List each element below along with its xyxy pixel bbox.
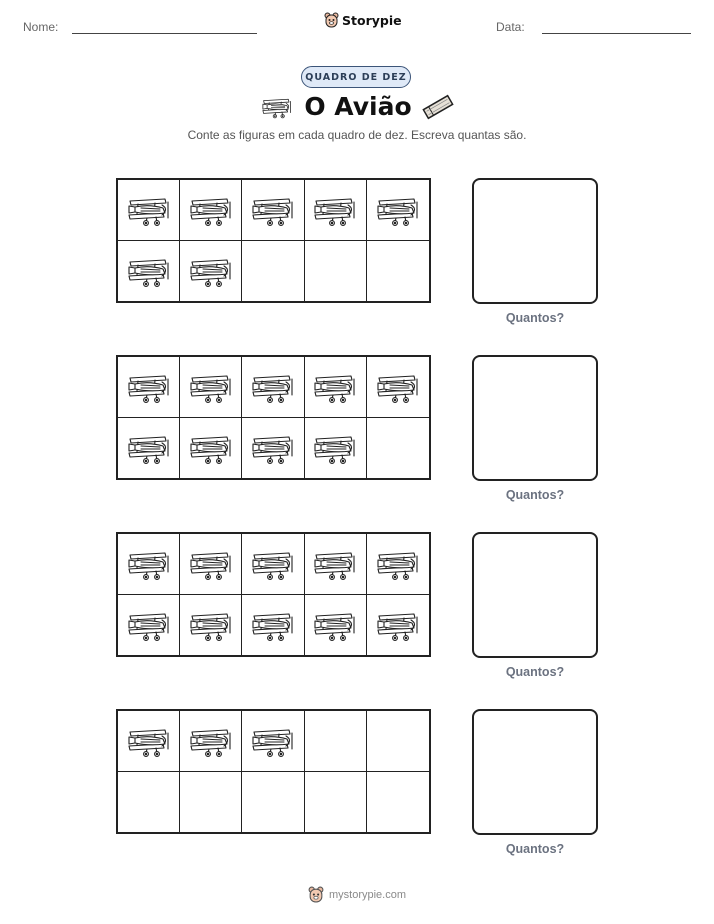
airplane-icon — [127, 254, 171, 288]
ten-frame-cell — [180, 357, 242, 418]
bear-icon — [308, 886, 324, 903]
ten-frame-cell — [118, 595, 180, 656]
airplane-icon — [189, 724, 233, 758]
ten-frame-cell — [305, 241, 367, 302]
ten-frame-cell — [118, 357, 180, 418]
name-label: Nome: — [23, 20, 59, 34]
ten-frame-cell — [180, 595, 242, 656]
ten-frame-cell — [305, 595, 367, 656]
answer-box-4[interactable] — [472, 709, 598, 835]
ten-frame-cell — [242, 711, 304, 772]
ten-frame-cell — [305, 180, 367, 241]
ten-frame-cell — [242, 418, 304, 479]
ten-frame-cell — [305, 418, 367, 479]
ten-frame-cell — [242, 357, 304, 418]
airplane-icon — [313, 547, 357, 581]
ten-frame-cell — [367, 418, 429, 479]
bear-icon — [324, 12, 339, 28]
name-field[interactable] — [72, 33, 257, 34]
instructions: Conte as figuras em cada quadro de dez. Escreva quantas são. — [187, 128, 527, 142]
ten-frame-cell — [305, 772, 367, 833]
ten-frame-cell — [305, 711, 367, 772]
ten-frame-cell — [180, 534, 242, 595]
airplane-icon — [376, 370, 420, 404]
brand-logo — [324, 12, 402, 28]
airplane-icon — [313, 608, 357, 642]
ten-frame-cell — [367, 241, 429, 302]
airplane-icon — [189, 608, 233, 642]
airplane-icon — [189, 370, 233, 404]
answer-box-1[interactable] — [472, 178, 598, 304]
ten-frame-cell — [118, 534, 180, 595]
airplane-icon — [251, 724, 295, 758]
ten-frame-cell — [242, 595, 304, 656]
answer-label-3: Quantos? — [505, 665, 565, 679]
ten-frame-cell — [118, 180, 180, 241]
ten-frame-2 — [116, 355, 431, 480]
date-label: Data: — [496, 20, 525, 34]
answer-label-2: Quantos? — [505, 488, 565, 502]
airplane-icon — [189, 254, 233, 288]
date-field[interactable] — [542, 33, 691, 34]
answer-box-3[interactable] — [472, 532, 598, 658]
airplane-icon — [313, 431, 357, 465]
ten-frame-cell — [180, 772, 242, 833]
ten-frame-cell — [367, 534, 429, 595]
airplane-icon — [313, 193, 357, 227]
airplane-icon — [127, 193, 171, 227]
footer — [0, 886, 714, 903]
footer-url: mystorypie.com — [328, 888, 407, 901]
ten-frame-cell — [118, 772, 180, 833]
airplane-icon — [376, 193, 420, 227]
ten-frame-cell — [242, 241, 304, 302]
airplane-icon — [313, 370, 357, 404]
airplane-icon — [189, 193, 233, 227]
ten-frame-cell — [180, 418, 242, 479]
ten-frame-3 — [116, 532, 431, 657]
ten-frame-cell — [180, 241, 242, 302]
airplane-icon — [376, 608, 420, 642]
title-row — [0, 92, 714, 121]
ten-frame-cell — [242, 772, 304, 833]
worksheet-type-badge: QUADRO DE DEZ — [301, 66, 411, 88]
ten-frame-cell — [367, 772, 429, 833]
ten-frame-cell — [367, 180, 429, 241]
airplane-icon — [127, 431, 171, 465]
ten-frame-cell — [242, 534, 304, 595]
airplane-icon — [127, 547, 171, 581]
ten-frame-cell — [367, 711, 429, 772]
brand-name: Storypie — [342, 12, 402, 28]
ten-frame-cell — [180, 711, 242, 772]
airplane-icon — [127, 370, 171, 404]
airplane-icon — [251, 547, 295, 581]
ten-frame-cell — [118, 711, 180, 772]
answer-label-4: Quantos? — [505, 842, 565, 856]
airplane-icon — [260, 95, 294, 119]
ten-frame-cell — [305, 357, 367, 418]
airplane-icon — [189, 431, 233, 465]
airplane-icon — [376, 547, 420, 581]
airplane-icon — [251, 431, 295, 465]
page-title: O Avião — [304, 92, 412, 121]
ten-frame-4 — [116, 709, 431, 834]
airplane-icon — [251, 370, 295, 404]
ten-frame-cell — [305, 534, 367, 595]
ten-frame-cell — [367, 595, 429, 656]
airplane-icon — [127, 724, 171, 758]
ten-frame-1 — [116, 178, 431, 303]
airplane-icon — [127, 608, 171, 642]
ten-frame-cell — [242, 180, 304, 241]
airplane-icon — [251, 193, 295, 227]
ten-frame-cell — [118, 418, 180, 479]
airplane-icon — [189, 547, 233, 581]
answer-label-1: Quantos? — [505, 311, 565, 325]
ten-frame-cell — [367, 357, 429, 418]
ten-frame-cell — [118, 241, 180, 302]
airplane-icon — [251, 608, 295, 642]
answer-box-2[interactable] — [472, 355, 598, 481]
ten-frame-cell — [180, 180, 242, 241]
eraser-icon — [422, 94, 454, 120]
